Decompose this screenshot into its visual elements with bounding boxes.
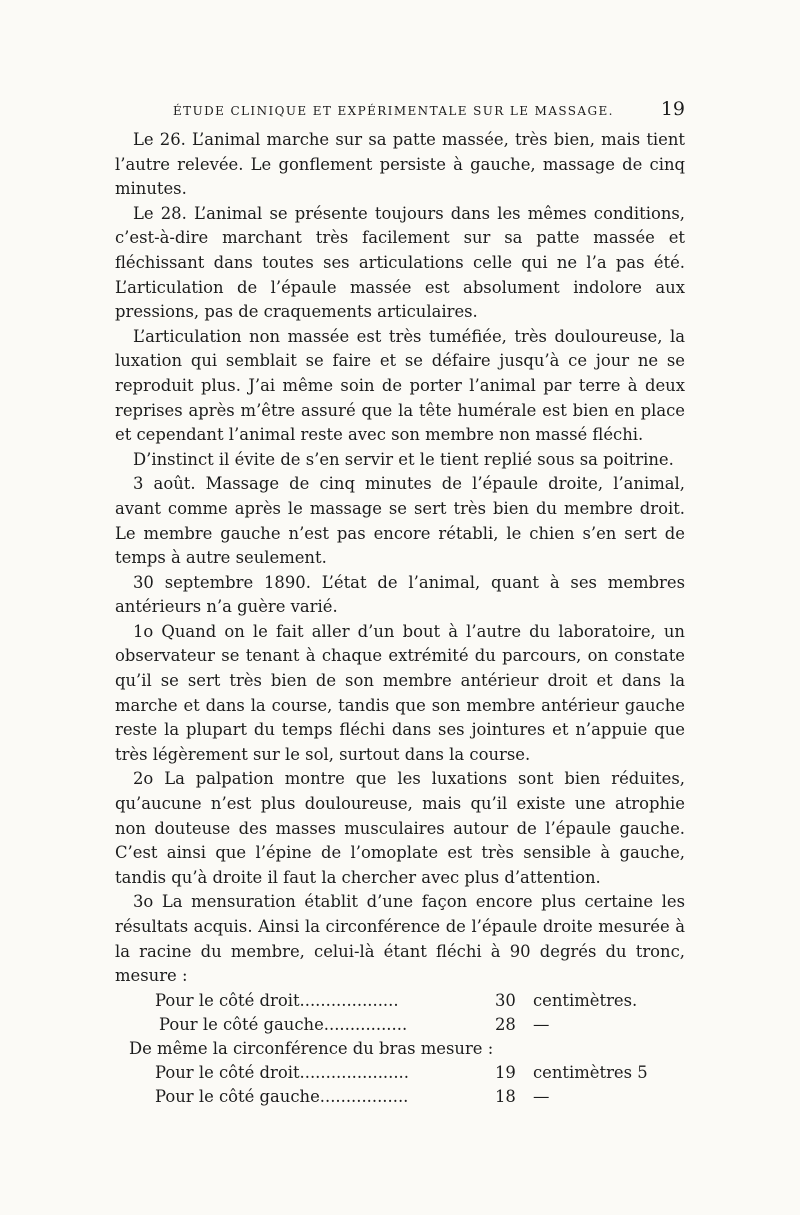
- paragraph: 3o La mensuration établit d’une façon encore plus certaine les résultats acquis. Ainsi la circonférence de l’épaule droite mesurée à la racine du membre, celui-là étant fléchi à 90 degrés du tronc, mesure :: [115, 892, 685, 986]
- measure-row: [115, 1013, 685, 1037]
- paragraph: Le 28. L’animal se présente toujours dans les mêmes conditions, c’est-à-dire marchant très facilement sur sa patte massée et fléchissant dans toutes ses articulations celle qui ne l’a pas été. L’articulation de l’épaule massée est absolument indolore aux pressions, pas de craquements articulaires.: [115, 203, 685, 322]
- measure-row: [115, 1085, 685, 1109]
- measure-row: [115, 1061, 685, 1085]
- measure-label: Pour le côté droit.....................: [155, 1062, 409, 1082]
- running-header: [115, 98, 685, 128]
- shoulder-measure-table: [115, 989, 685, 1037]
- page-number: 19: [660, 98, 685, 120]
- paragraph: Le 26. L’animal marche sur sa patte massée, très bien, mais tient l’autre relevée. Le gonflement persiste à gauche, massage de cinq minutes.: [115, 130, 685, 199]
- measure-value: 30: [495, 990, 516, 1010]
- measure-label: Pour le côté gauche.................: [155, 1086, 409, 1106]
- arm-measure-heading: De même la circonférence du bras mesure :: [129, 1038, 494, 1058]
- measure-unit: —: [533, 1014, 550, 1034]
- measure-value: 18: [495, 1086, 516, 1106]
- measure-label: Pour le côté droit...................: [155, 990, 399, 1010]
- arm-measure-table: [115, 1061, 685, 1109]
- paragraph: 1o Quand on le fait aller d’un bout à l’autre du laboratoire, un observateur se tenant à chaque extrémité du parcours, on constate qu’il se sert très bien de son membre antérieur droit et dans la marche et dans la course, tandis que son membre antérieur gauche reste la plupart du temps fléchi dans ses jointures et n’appuie que très légèrement sur le sol, surtout dans la course.: [115, 621, 685, 764]
- paragraph: 3 août. Massage de cinq minutes de l’épaule droite, l’animal, avant comme après le massage se sert très bien du membre droit. Le membre gauche n’est pas encore rétabli, le chien s’en sert de temps à autre seulement.: [115, 474, 685, 568]
- paragraph: 2o La palpation montre que les luxations sont bien réduites, qu’aucune n’est plus douloureuse, mais qu’il existe une atrophie non douteuse des masses musculaires autour de l’épaule gauche. C’est ainsi que l’épine de l’omoplate est très sensible à gauche, tandis qu’à droite il faut la chercher avec plus d’attention.: [115, 769, 685, 887]
- body-text: [115, 128, 685, 989]
- measure-unit: centimètres 5: [533, 1062, 648, 1082]
- measure-value: 19: [495, 1062, 516, 1082]
- paragraph: L’articulation non massée est très tuméfiée, très douloureuse, la luxation qui semblait se faire et se défaire jusqu’à ce jour ne se reproduit plus. J’ai même soin de porter l’animal par terre à deux reprises après m’être assuré que la tête humérale est bien en place et cependant l’animal reste avec son membre non massé fléchi.: [115, 326, 685, 445]
- measure-label: Pour le côté gauche................: [159, 1014, 408, 1034]
- measure-row: [115, 989, 685, 1013]
- running-title: ÉTUDE CLINIQUE ET EXPÉRIMENTALE SUR LE MASSAGE.: [173, 104, 614, 118]
- page: [115, 98, 685, 1109]
- measure-value: 28: [495, 1014, 516, 1034]
- paragraph: 30 septembre 1890. L’état de l’animal, quant à ses membres antérieurs n’a guère varié.: [115, 572, 685, 617]
- paragraph: D’instinct il évite de s’en servir et le tient replié sous sa poitrine.: [133, 449, 674, 469]
- measure-unit: —: [533, 1086, 550, 1106]
- measure-unit: centimètres.: [533, 990, 638, 1010]
